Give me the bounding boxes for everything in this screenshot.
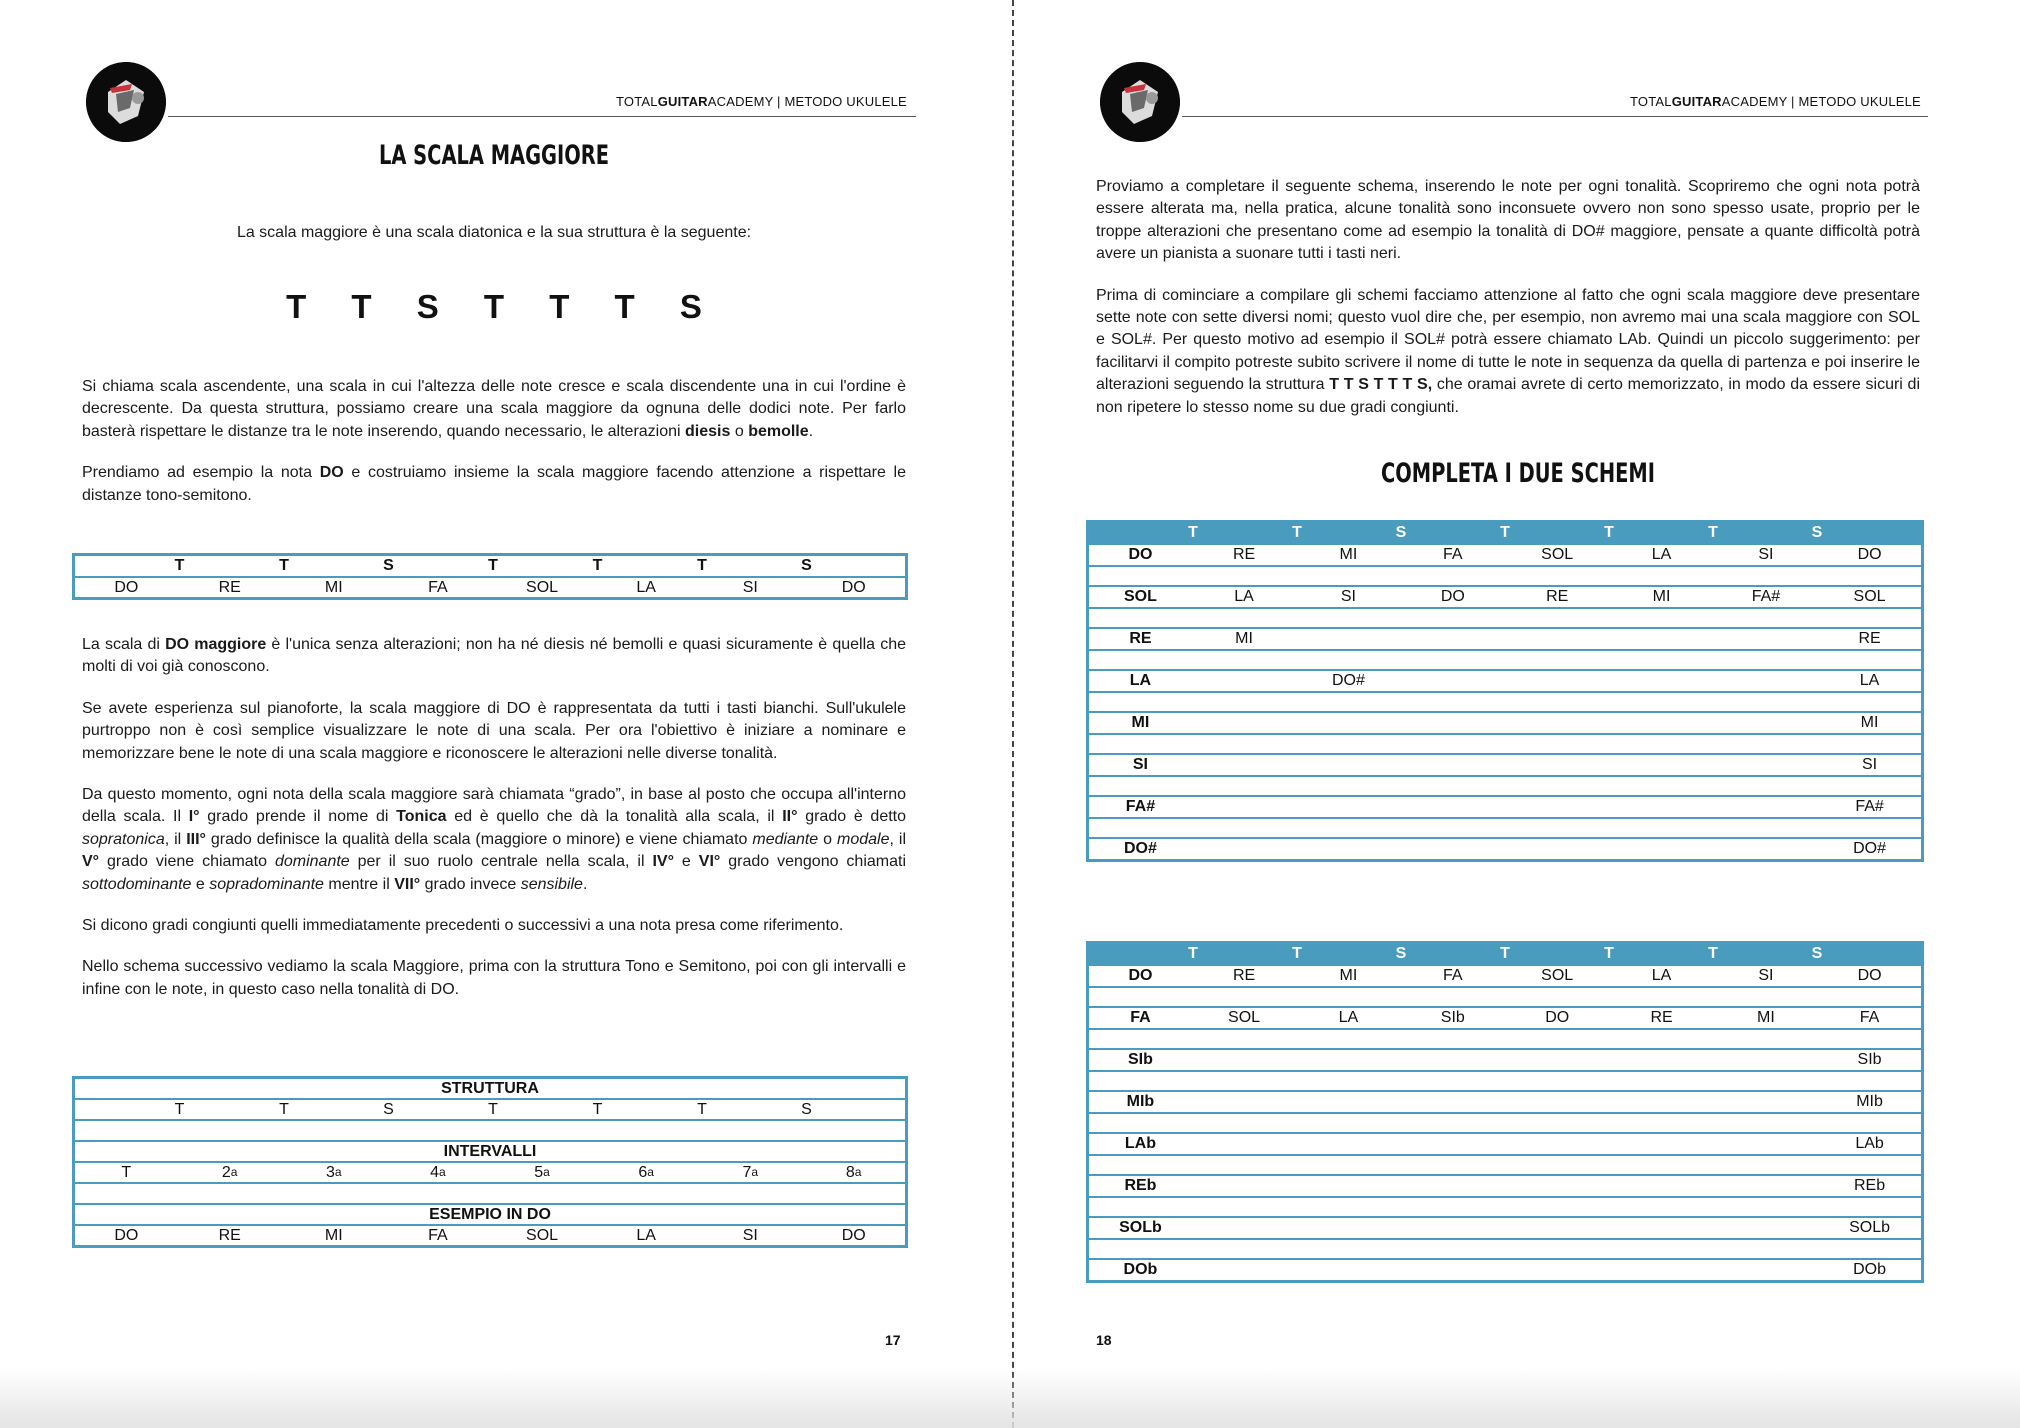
step-label: S <box>383 1101 394 1118</box>
scale-structure: T T S T T T S <box>286 288 720 325</box>
note-cell[interactable] <box>1505 670 1609 692</box>
key-cell: SIb <box>1088 1049 1192 1071</box>
note-cell[interactable] <box>1714 796 1818 818</box>
table-row <box>1088 965 1923 987</box>
note-cell: FA <box>1401 965 1505 987</box>
spacer-row <box>1088 1155 1923 1175</box>
step-label: T <box>697 557 707 574</box>
step-label: T <box>697 1101 707 1118</box>
step-label: S <box>383 557 394 574</box>
running-header: TOTALGUITARACADEMY | METODO UKULELE <box>616 94 907 109</box>
step-label: T <box>174 1101 185 1118</box>
note-cell: LA <box>1296 1007 1400 1029</box>
paragraph: Nello schema successivo vediamo la scala Maggiore, prima con la struttura Tono e Semitono, poi con gli intervalli e infine con le note, in questo caso nella tonalità di DO. <box>82 958 906 998</box>
paragraph: Si dicono gradi congiunti quelli immediatamente precedenti o successivi a una nota presa come riferimento. <box>82 917 844 935</box>
interval-value: 8 <box>845 1164 855 1181</box>
step-label: T <box>279 557 289 574</box>
note-cell: SOL <box>1192 1007 1296 1029</box>
note-cell: SI <box>1714 965 1818 987</box>
step-label: S <box>1811 945 1823 962</box>
step-label: T <box>1188 945 1198 962</box>
step-label: T <box>279 1101 289 1118</box>
note-cell: FA <box>1818 1007 1922 1029</box>
note-cell: DO <box>1818 544 1922 566</box>
key-cell: SI <box>1088 754 1192 776</box>
interval-value: 5 <box>534 1164 544 1181</box>
note-cell[interactable] <box>1401 712 1505 734</box>
note-cell[interactable] <box>1505 754 1609 776</box>
steps-overlay <box>1089 523 1921 543</box>
step-label: T <box>1708 524 1718 541</box>
note-cell: RE <box>1818 628 1922 650</box>
step-label: T <box>1292 945 1302 962</box>
note-cell[interactable] <box>1296 712 1400 734</box>
note-cell: DO# <box>1296 670 1400 692</box>
intervals-row <box>74 1162 907 1183</box>
note-cell[interactable] <box>1192 1175 1296 1197</box>
table-row <box>1088 1259 1923 1282</box>
note-cell: MI <box>1296 965 1400 987</box>
key-cell: MI <box>1088 712 1192 734</box>
note-cell[interactable] <box>1401 1259 1505 1282</box>
spacer-row <box>1088 608 1923 628</box>
note-cell: MI <box>324 579 343 596</box>
note-cell: FA <box>428 579 448 596</box>
note-cell[interactable] <box>1714 1091 1818 1113</box>
note-cell[interactable] <box>1401 1175 1505 1197</box>
paragraph: Si chiama scala ascendente, una scala in cui l'altezza delle note cresce e scala discendente una in cui l'ordine è decrescente. Da questa struttura, possiamo creare una scala maggiore da ognuna delle dodici note. Per farlo basterà rispettare le distanze tra le note inserendo, quando necessario, le alterazioni diesis o bemolle. <box>82 378 906 440</box>
note-cell[interactable] <box>1714 1175 1818 1197</box>
steps-overlay <box>75 556 911 576</box>
key-cell: FA# <box>1088 796 1192 818</box>
note-cell: DO <box>841 1227 866 1244</box>
notes-row <box>74 1225 907 1247</box>
note-cell[interactable] <box>1609 1091 1713 1113</box>
note-cell[interactable] <box>1505 1091 1609 1113</box>
note-cell[interactable] <box>1714 1049 1818 1071</box>
note-cell[interactable] <box>1609 670 1713 692</box>
interval-cell <box>74 1162 178 1183</box>
table-row <box>1088 670 1923 692</box>
paragraph: Se avete esperienza sul pianoforte, la scala maggiore di DO è rappresentata da tutti i tasti bianchi. Sull'ukulele purtroppo non è così semplice visualizzare le note di una scala. Per ora l'obiettivo è iniziare a nominare e memorizzare bene le note di una scala maggiore e riconoscere le alterazioni nelle diverse tonalità. <box>82 699 906 762</box>
key-cell: SOL <box>1088 586 1192 608</box>
step-label: S <box>801 1101 812 1118</box>
interval-cell <box>386 1162 490 1183</box>
note-cell[interactable] <box>1714 754 1818 776</box>
interval-value: 6 <box>638 1164 648 1181</box>
paragraph: La scala di DO maggiore è l'unica senza alterazioni; non ha né diesis né bemolli e quasi sicuramente è quella che molti di voi già conoscono. <box>82 636 907 676</box>
note-cell: MI <box>1609 586 1713 608</box>
note-cell[interactable] <box>1505 712 1609 734</box>
note-cell: SIb <box>1401 1007 1505 1029</box>
note-cell[interactable] <box>1192 838 1296 861</box>
note-cell[interactable] <box>1609 838 1713 861</box>
section-title: COMPLETA I DUE SCHEMI <box>1381 458 1655 489</box>
key-cell: REb <box>1088 1175 1192 1197</box>
paragraph: Proviamo a completare il seguente schema, inserendo le note per ogni tonalità. Scopriremo che ogni nota potrà essere alterata ma, nella pratica, alcune tonalità sono inconsuete ovvero non sono spesso usate, proprio per le troppe alterazioni che presentano come ad esempio la tonalità di DO# maggiore, pensate a quante difficoltà potrà avere un pianista a suonare tutti i tasti neri. <box>1096 178 1920 263</box>
note-cell[interactable] <box>1505 1217 1609 1239</box>
note-cell[interactable] <box>1609 628 1713 650</box>
struttura-heading: STRUTTURA <box>74 1078 907 1100</box>
note-cell[interactable] <box>1401 1133 1505 1155</box>
note-cell[interactable] <box>1296 1091 1400 1113</box>
note-cell: LA <box>1192 586 1296 608</box>
note-cell[interactable] <box>1609 1259 1713 1282</box>
note-cell: DO# <box>1853 840 1887 857</box>
steps-overlay <box>1089 944 1921 964</box>
step-label: S <box>801 557 812 574</box>
spacer-row <box>1088 1071 1923 1091</box>
spacer-row <box>1088 1029 1923 1049</box>
step-label: T <box>488 1101 498 1118</box>
note-cell: REb <box>1818 1175 1922 1197</box>
note-cell: LA <box>1609 965 1713 987</box>
note-cell[interactable] <box>1401 628 1505 650</box>
step-label: S <box>1811 524 1823 541</box>
paragraph: Da questo momento, ogni nota della scala maggiore sarà chiamata “grado”, in base al posto che occupa all'interno della scala. Il I° grado prende il nome di Tonica ed è quello che dà la tonalità alla scala, il II° grado è detto sopratonica, il III° grado definisce la qualità della scala (maggiore o minore) e viene chiamato mediante o modale, il V° grado viene chiamato dominante per il suo ruolo centrale nella scala, il IV° e VI° grado vengono chiamati sottodominante e sopradominante mentre il VII° grado invece sensibile. <box>82 786 907 893</box>
note-cell: MI <box>1714 1007 1818 1029</box>
note-cell[interactable] <box>1192 754 1296 776</box>
key-cell: RE <box>1088 628 1192 650</box>
note-cell[interactable] <box>1505 1175 1609 1197</box>
interval-cell <box>490 1162 594 1183</box>
note-cell: SOL <box>1505 965 1609 987</box>
note-cell: LA <box>1609 544 1713 566</box>
note-cell[interactable] <box>1192 670 1296 692</box>
table-row <box>1088 838 1923 861</box>
note-cell: RE <box>1609 1007 1713 1029</box>
note-cell[interactable] <box>1505 628 1609 650</box>
spacer-row <box>1088 987 1923 1007</box>
note-cell: DO <box>841 579 866 596</box>
note-cell: SI <box>742 579 758 596</box>
table-row <box>1088 1091 1923 1113</box>
page-shadow <box>0 1368 2020 1428</box>
page-number: 17 <box>885 1332 901 1348</box>
key-cell: MIb <box>1088 1091 1192 1113</box>
note-cell[interactable] <box>1296 838 1400 861</box>
note-cell[interactable] <box>1609 1217 1713 1239</box>
interval-cell <box>178 1162 282 1183</box>
steps-overlay <box>75 1100 911 1119</box>
key-cell: LA <box>1088 670 1192 692</box>
note-cell: LA <box>1818 670 1922 692</box>
right-body <box>1096 176 1920 438</box>
note-cell: SI <box>1296 586 1400 608</box>
note-cell[interactable] <box>1401 1049 1505 1071</box>
note-cell: LAb <box>1818 1133 1922 1155</box>
table-row <box>1088 754 1923 776</box>
note-cell: RE <box>218 579 241 596</box>
key-cell: DO <box>1088 965 1192 987</box>
step-label: T <box>592 557 603 574</box>
note-cell[interactable] <box>1296 628 1400 650</box>
note-cell[interactable] <box>1296 796 1400 818</box>
table-row <box>1088 712 1923 734</box>
note-cell: RE <box>1192 544 1296 566</box>
table-row <box>1088 1217 1923 1239</box>
note-cell: DO <box>1818 965 1922 987</box>
table-row <box>1088 628 1923 650</box>
interval-value: 4 <box>430 1164 440 1181</box>
paragraph: Prendiamo ad esempio la nota DO e costruiamo insieme la scala maggiore facendo attenzione a rispettare le distanze tono-semitono. <box>82 464 907 504</box>
step-label: S <box>1395 524 1407 541</box>
note-cell[interactable] <box>1609 754 1713 776</box>
ordinal-mark: a <box>751 1165 759 1179</box>
steps-row <box>74 555 907 578</box>
exercise-table-flats <box>1086 941 1924 1283</box>
note-cell: SIb <box>1818 1049 1922 1071</box>
note-cell[interactable] <box>1192 1091 1296 1113</box>
note-cell: MI <box>1296 544 1400 566</box>
note-cell[interactable] <box>1192 1217 1296 1239</box>
page-title: LA SCALA MAGGIORE <box>378 140 610 171</box>
table-row <box>1088 544 1923 566</box>
header-rule <box>168 116 916 117</box>
note-cell[interactable] <box>1609 796 1713 818</box>
intervalli-heading: INTERVALLI <box>74 1141 907 1162</box>
paragraph: Prima di cominciare a compilare gli schemi facciamo attenzione al fatto che ogni scala maggiore deve presentare sette note con sette diversi nomi; questo vuol dire che, per esempio, non avremo mai una scala maggiore con SOL e SOL#. Per questo motivo ad esempio il SOL# potrà essere chiamato LAb. Quindi un piccolo suggerimento: per facilitarvi il compito potreste subito scrivere il nome di tutte le note in sequenza da quella di partenza e poi inserire le alterazioni seguendo la struttura T T S T T T S, che oramai avrete di certo memorizzato, in modo da essere sicuri di non ripetere lo stesso nome su due gradi congiunti. <box>1096 286 1921 416</box>
note-cell: SOL <box>526 579 559 596</box>
step-label: T <box>1188 524 1198 541</box>
note-cell: MI <box>1192 628 1296 650</box>
step-label: S <box>1395 945 1407 962</box>
intro-text: La scala maggiore è una scala diatonica e la sua struttura è la seguente: <box>236 224 752 241</box>
note-cell[interactable] <box>1401 838 1505 861</box>
table-row <box>1088 1133 1923 1155</box>
note-cell[interactable] <box>1505 1259 1609 1282</box>
note-cell[interactable] <box>1714 1133 1818 1155</box>
note-cell[interactable] <box>1296 1133 1400 1155</box>
note-cell[interactable] <box>1505 796 1609 818</box>
note-cell: MI <box>324 1227 343 1244</box>
page-spine <box>1012 0 1014 1428</box>
interval-value: 3 <box>326 1164 335 1181</box>
note-cell: SOL <box>526 1227 559 1244</box>
note-cell: DO <box>1505 1007 1609 1029</box>
steps-header-row <box>1088 943 1923 966</box>
note-cell[interactable] <box>1714 838 1818 861</box>
note-cell[interactable] <box>1401 754 1505 776</box>
note-cell: SOL <box>1505 544 1609 566</box>
table-row <box>1088 586 1923 608</box>
interval-cell <box>802 1162 906 1183</box>
spacer-row <box>1088 1239 1923 1259</box>
note-cell: DOb <box>1853 1261 1887 1278</box>
academy-logo <box>1100 62 1180 142</box>
note-cell[interactable] <box>1192 712 1296 734</box>
note-cell: FA# <box>1714 586 1818 608</box>
note-cell: RE <box>218 1227 241 1244</box>
scale-table-do <box>72 553 908 600</box>
note-cell: SI <box>742 1227 758 1244</box>
ordinal-mark: a <box>334 1165 342 1179</box>
note-cell: FA <box>1401 544 1505 566</box>
note-cell[interactable] <box>1609 1049 1713 1071</box>
key-cell: FA <box>1088 1007 1192 1029</box>
note-cell: DO <box>1401 586 1505 608</box>
ordinal-mark: a <box>439 1165 446 1179</box>
note-cell[interactable] <box>1505 1049 1609 1071</box>
note-cell: RE <box>1505 586 1609 608</box>
esempio-heading: ESEMPIO IN DO <box>74 1204 907 1225</box>
note-cell: SOLb <box>1818 1217 1922 1239</box>
ordinal-mark: a <box>647 1165 654 1179</box>
note-cell[interactable] <box>1296 1259 1400 1282</box>
header-rule <box>1182 116 1928 117</box>
note-cell[interactable] <box>1714 1259 1818 1282</box>
academy-logo <box>86 62 166 142</box>
step-label: T <box>1708 945 1718 962</box>
step-label: T <box>1500 524 1510 541</box>
spacer-row <box>1088 1113 1923 1133</box>
spacer-row <box>1088 566 1923 586</box>
step-label: T <box>1604 945 1614 962</box>
step-label: T <box>1500 945 1510 962</box>
key-cell: DOb <box>1123 1261 1158 1278</box>
note-cell[interactable] <box>1505 1133 1609 1155</box>
note-cell[interactable] <box>1296 754 1400 776</box>
note-cell[interactable] <box>1192 1049 1296 1071</box>
interval-cell <box>594 1162 698 1183</box>
interval-value: 2 <box>221 1164 231 1181</box>
step-label: T <box>488 557 498 574</box>
note-cell: MIb <box>1818 1091 1922 1113</box>
spacer-row <box>1088 734 1923 754</box>
interval-value: T <box>121 1164 132 1181</box>
note-cell: MI <box>1818 712 1922 734</box>
ordinal-mark: a <box>230 1165 238 1179</box>
table-row <box>1088 796 1923 818</box>
note-cell: FA <box>428 1227 448 1244</box>
step-label: T <box>592 1101 603 1118</box>
note-cell[interactable] <box>1714 1217 1818 1239</box>
note-cell: LA <box>636 1227 656 1244</box>
key-cell: SOLb <box>1088 1217 1192 1239</box>
note-cell[interactable] <box>1714 712 1818 734</box>
note-cell[interactable] <box>1714 670 1818 692</box>
note-cell[interactable] <box>1192 796 1296 818</box>
note-cell: DO <box>114 1227 139 1244</box>
note-cell: SI <box>1714 544 1818 566</box>
step-label: T <box>1604 524 1614 541</box>
left-body-top <box>82 376 906 526</box>
note-cell[interactable] <box>1714 628 1818 650</box>
page-number: 18 <box>1096 1332 1112 1348</box>
key-cell: DO <box>1088 544 1192 566</box>
left-body-mid <box>82 634 906 1020</box>
key-cell: LAb <box>1088 1133 1192 1155</box>
note-cell[interactable] <box>1192 1259 1296 1282</box>
spacer-row <box>1088 692 1923 712</box>
step-label: T <box>1292 524 1302 541</box>
note-cell: SOL <box>1818 586 1922 608</box>
spacer-row <box>1088 776 1923 796</box>
note-cell: RE <box>1192 965 1296 987</box>
note-cell[interactable] <box>1505 838 1609 861</box>
right-page <box>1016 0 2020 1428</box>
key-cell: DO# <box>1123 840 1157 857</box>
note-cell: FA# <box>1818 796 1922 818</box>
note-cell: LA <box>636 579 656 596</box>
step-label: T <box>174 557 185 574</box>
spacer-row <box>1088 650 1923 670</box>
note-cell[interactable] <box>1401 670 1505 692</box>
note-cell[interactable] <box>1192 1133 1296 1155</box>
note-cell[interactable] <box>1296 1049 1400 1071</box>
table-row <box>1088 1007 1923 1029</box>
note-cell[interactable] <box>1296 1175 1400 1197</box>
steps-header-row <box>1088 522 1923 545</box>
interval-cell <box>698 1162 802 1183</box>
note-cell[interactable] <box>1401 1217 1505 1239</box>
note-cell: DO <box>114 579 139 596</box>
note-cell: SI <box>1818 754 1922 776</box>
interval-value: 7 <box>742 1164 752 1181</box>
ordinal-mark: a <box>854 1165 862 1179</box>
spacer-row <box>1088 1197 1923 1217</box>
table-row <box>1088 1049 1923 1071</box>
table-row <box>1088 1175 1923 1197</box>
note-cell[interactable] <box>1609 1175 1713 1197</box>
note-cell[interactable] <box>1609 712 1713 734</box>
running-header: TOTALGUITARACADEMY | METODO UKULELE <box>1630 94 1921 109</box>
structure-table <box>72 1076 908 1248</box>
note-cell[interactable] <box>1296 1217 1400 1239</box>
ordinal-mark: a <box>543 1165 550 1179</box>
note-cell[interactable] <box>1609 1133 1713 1155</box>
interval-cell <box>282 1162 386 1183</box>
spacer-row <box>1088 818 1923 838</box>
note-cell[interactable] <box>1401 1091 1505 1113</box>
exercise-table-sharps <box>1086 520 1924 862</box>
notes-row <box>74 577 907 599</box>
note-cell[interactable] <box>1401 796 1505 818</box>
